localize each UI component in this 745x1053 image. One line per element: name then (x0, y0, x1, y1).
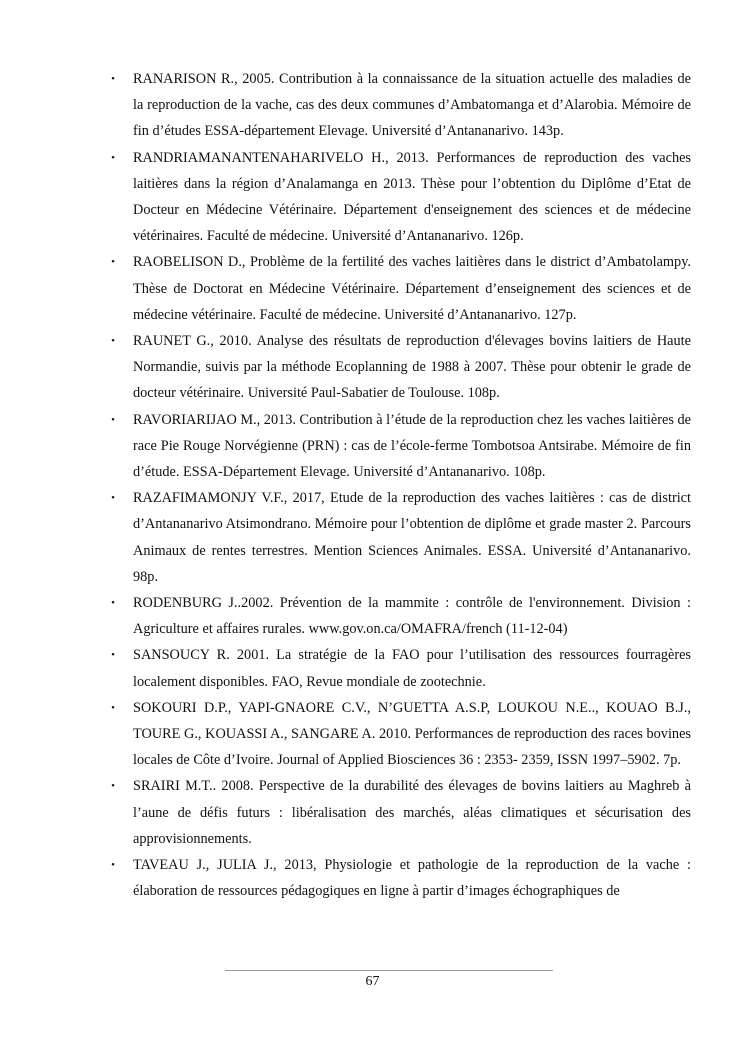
reference-item (108, 249, 691, 328)
bullet-icon: • (111, 701, 115, 714)
reference-text: SANSOUCY R. 2001. La stratégie de la FAO pour l’utilisation des ressources fourragères localement disponibles. FAO, Revue mondiale de zootechnie. (133, 647, 691, 690)
reference-text: RAUNET G., 2010. Analyse des résultats de reproduction d'élevages bovins laitiers de Haute Normandie, suivis par la méthode Ecoplanning de 1988 à 2007. Thèse pour obtenir le grade de docteur vétérinaire. Université Paul-Sabatier de Toulouse. 108p. (133, 333, 691, 402)
reference-text: RANARISON R., 2005. Contribution à la connaissance de la situation actuelle des maladies de la reproduction de la vache, cas des deux communes d’Ambatomanga et d’Alarobia. Mémoire de fin d’études ESSA-département Elevage. Université d’Antananarivo. 143p. (133, 71, 691, 140)
page-number: 67 (365, 974, 380, 989)
bullet-icon: • (111, 73, 115, 85)
reference-item (108, 485, 691, 590)
bullet-icon: • (111, 335, 115, 348)
reference-list (108, 66, 691, 905)
reference-item (108, 695, 691, 774)
reference-text: RODENBURG J..2002. Prévention de la mammite : contrôle de l'environnement. Division : Agriculture et affaires rurales. www.gov.on.ca/OMAFRA/french (11-12-04) (133, 595, 691, 638)
reference-item (108, 66, 691, 145)
bullet-icon: • (111, 649, 115, 662)
reference-text: SRAIRI M.T.. 2008. Perspective de la durabilité des élevages de bovins laitiers au Maghreb à l’aune de défis futurs : libéralisation des marchés, aléas climatiques et sécurisation des approvisionnements. (133, 778, 691, 847)
footer-divider (225, 970, 553, 971)
reference-text: SOKOURI D.P., YAPI-GNAORE C.V., N’GUETTA A.S.P, LOUKOU N.E.., KOUAO B.J., TOURE G., KOUASSI A., SANGARE A. 2010. Performances de reproduction des races bovines locales de Côte d’Ivoire. Journal of Applied Biosciences 36 : 2353- 2359, ISSN 1997–5902. 7p. (133, 699, 691, 769)
reference-text: RANDRIAMANANTENAHARIVELO H., 2013. Performances de reproduction des vaches laitières dans la région d’Analamanga en 2013. Thèse pour l’obtention du Diplôme d’Etat de Docteur en Médecine Vétérinaire. Département d'enseignement des sciences et de médecine vétérinaires. Faculté de médecine. Université d’Antananarivo. 126p. (133, 149, 691, 245)
bullet-icon: • (111, 256, 115, 269)
reference-item (108, 852, 691, 904)
reference-item (108, 642, 691, 694)
reference-text: RAVORIARIJAO M., 2013. Contribution à l’étude de la reproduction chez les vaches laitières de race Pie Rouge Norvégienne (PRN) : cas de l’école-ferme Tombotsoa Antsirabe. Mémoire de fin d’étude. ESSA-Département Elevage. Université d’Antananarivo. 108p. (133, 411, 691, 481)
reference-item (108, 145, 691, 250)
bullet-icon: • (111, 597, 115, 610)
reference-text: TAVEAU J., JULIA J., 2013, Physiologie et pathologie de la reproduction de la vache : élaboration de ressources pédagogiques en ligne à partir d’images échographiques de (133, 857, 691, 900)
reference-item (108, 328, 691, 407)
reference-item (108, 773, 691, 852)
bullet-icon: • (111, 859, 115, 872)
bullet-icon: • (111, 413, 115, 426)
bullet-icon: • (111, 151, 115, 164)
reference-item (108, 590, 691, 642)
bullet-icon: • (111, 492, 115, 505)
bullet-icon: • (111, 780, 115, 793)
reference-text: RAZAFIMAMONJY V.F., 2017, Etude de la reproduction des vaches laitières : cas de district d’Antananarivo Atsimondrano. Mémoire pour l’obtention de diplôme et grade master 2. Parcours Animaux de rentes terrestres. Mention Sciences Animales. ESSA. Université d’Antananarivo. 98p. (133, 490, 691, 585)
reference-text: RAOBELISON D., Problème de la fertilité des vaches laitières dans le district d’Ambatolampy. Thèse de Doctorat en Médecine Vétérinaire. Département d’enseignement des sciences et de médecine vétérinaire. Faculté de médecine. Université d’Antananarivo. 127p. (133, 254, 691, 323)
reference-item (108, 407, 691, 486)
